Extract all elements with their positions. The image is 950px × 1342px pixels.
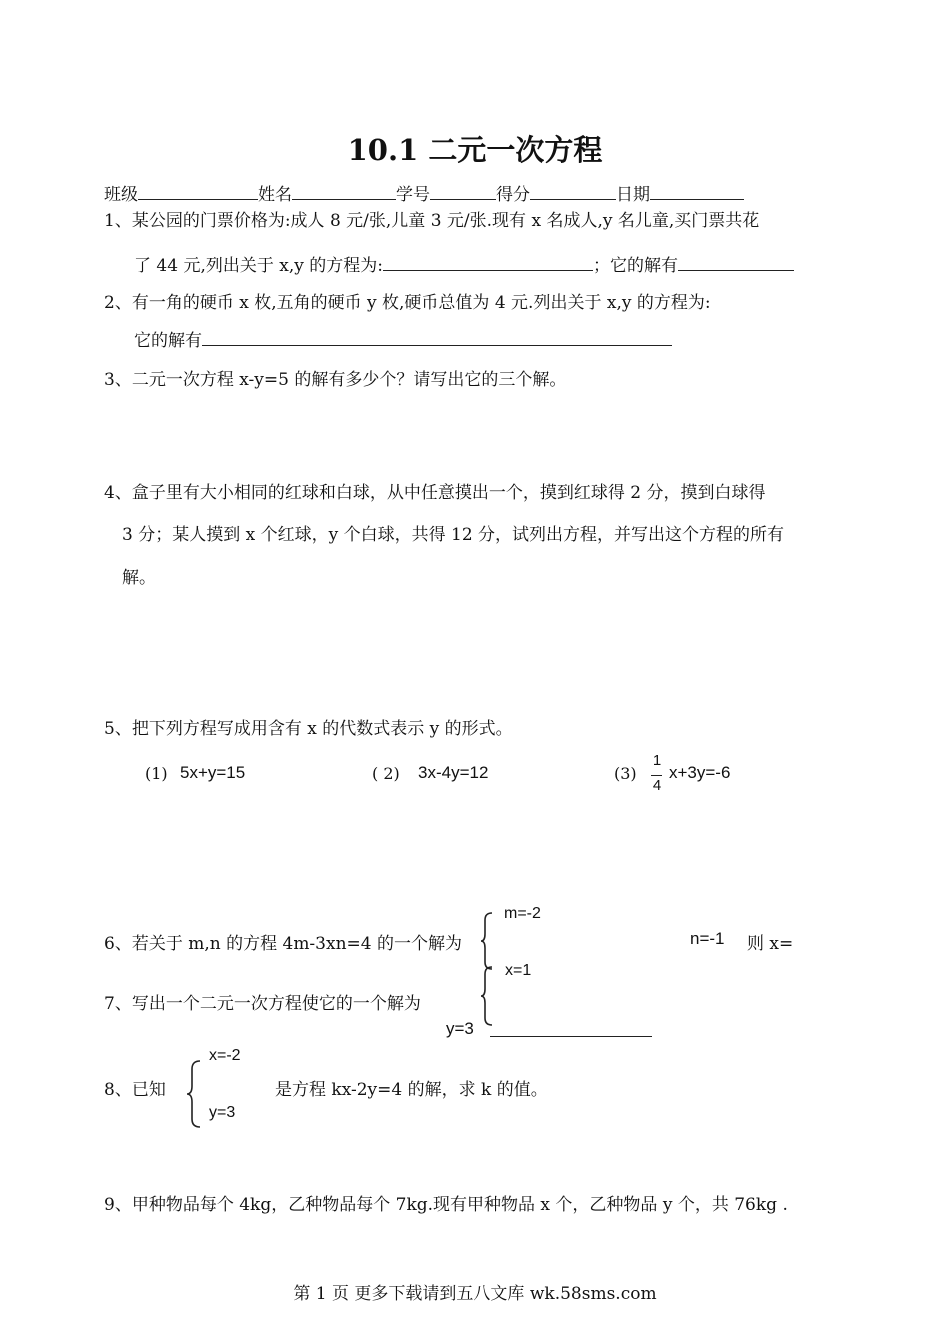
q4-line3: 解。 <box>122 568 156 588</box>
page-title: 10.1 二元一次方程 <box>347 133 603 167</box>
q2-line2 <box>134 326 672 351</box>
q5-part1-label: (1) <box>145 764 168 783</box>
q1-line1: 1、某公园的门票价格为:成人 8 元/张,儿童 3 元/张.现有 x 名成人,y 名儿童,买门票共花 <box>104 211 760 231</box>
q6-brace-icon <box>480 912 494 970</box>
q1-solution-blank[interactable] <box>678 252 794 271</box>
q5-line1: 5、把下列方程写成用含有 x 的代数式表示 y 的形式。 <box>104 719 513 739</box>
q6-then-text: 则 x= <box>747 934 794 954</box>
q9-line1: 9、甲种物品每个 4kg，乙种物品每个 7kg.现有甲种物品 x 个，乙种物品 y 个，共 76kg . <box>104 1195 788 1215</box>
q1-equation-blank[interactable] <box>383 252 593 271</box>
q5-part3-equation: x+3y=-6 <box>669 763 731 782</box>
q4-line1: 4、盒子里有大小相同的红球和白球，从中任意摸出一个，摸到红球得 2 分，摸到白球得 <box>104 483 766 503</box>
q2-solution-blank[interactable] <box>202 327 672 346</box>
q8-brace-icon <box>186 1060 202 1128</box>
name-label: 姓名 <box>258 185 292 205</box>
q5-part1-equation: 5x+y=15 <box>180 763 246 782</box>
q4-line2: 3 分；某人摸到 x 个红球，y 个白球，共得 12 分，试列出方程，并写出这个方程的所有 <box>122 525 785 545</box>
q3-line1: 3、二元一次方程 x-y=5 的解有多少个？请写出它的三个解。 <box>104 370 567 390</box>
q7-brace-icon <box>480 966 494 1026</box>
q8-system-bottom: y=3 <box>209 1104 236 1121</box>
q1-line2 <box>134 251 794 276</box>
score-label: 得分 <box>496 185 530 205</box>
class-blank[interactable] <box>138 181 258 200</box>
q1-equation-prompt: 了 44 元,列出关于 x,y 的方程为: <box>134 256 383 276</box>
q7-line1: 7、写出一个二元一次方程使它的一个解为 <box>104 994 421 1014</box>
q6-right-value: n=-1 <box>690 929 725 948</box>
name-blank[interactable] <box>292 181 396 200</box>
date-blank[interactable] <box>650 181 744 200</box>
q7-system-bottom: y=3 <box>446 1019 474 1038</box>
q2-line1: 2、有一角的硬币 x 枚,五角的硬币 y 枚,硬币总值为 4 元.列出关于 x,y 的方程为: <box>104 293 711 313</box>
q6-line1: 6、若关于 m,n 的方程 4m-3xn=4 的一个解为 <box>104 934 462 954</box>
q5-part3-label: (3) <box>614 764 637 783</box>
q5-part2-label: ( 2) <box>372 764 400 783</box>
q5-fraction-denominator: 4 <box>652 777 662 794</box>
score-blank[interactable] <box>530 181 616 200</box>
q5-fraction-numerator: 1 <box>652 752 662 769</box>
q8-suffix: 是方程 kx-2y=4 的解，求 k 的值。 <box>275 1080 548 1100</box>
q2-solution-prompt: 它的解有 <box>134 331 202 351</box>
q5-part2-equation: 3x-4y=12 <box>418 763 489 782</box>
q6-system-top: m=-2 <box>504 905 541 922</box>
q8-prefix: 8、已知 <box>104 1080 166 1100</box>
q7-answer-line[interactable] <box>490 1018 652 1042</box>
id-blank[interactable] <box>430 181 496 200</box>
q5-fraction-bar <box>651 775 662 776</box>
student-info-line <box>104 180 744 205</box>
class-label: 班级 <box>104 185 138 205</box>
date-label: 日期 <box>616 185 650 205</box>
page-footer: 第 1 页 更多下载请到五八文库 wk.58sms.com <box>293 1284 657 1304</box>
q7-system-top: x=1 <box>505 962 532 979</box>
id-label: 学号 <box>396 185 430 205</box>
q8-system-top: x=-2 <box>209 1047 241 1064</box>
q1-solution-prompt: ；它的解有 <box>592 256 678 276</box>
